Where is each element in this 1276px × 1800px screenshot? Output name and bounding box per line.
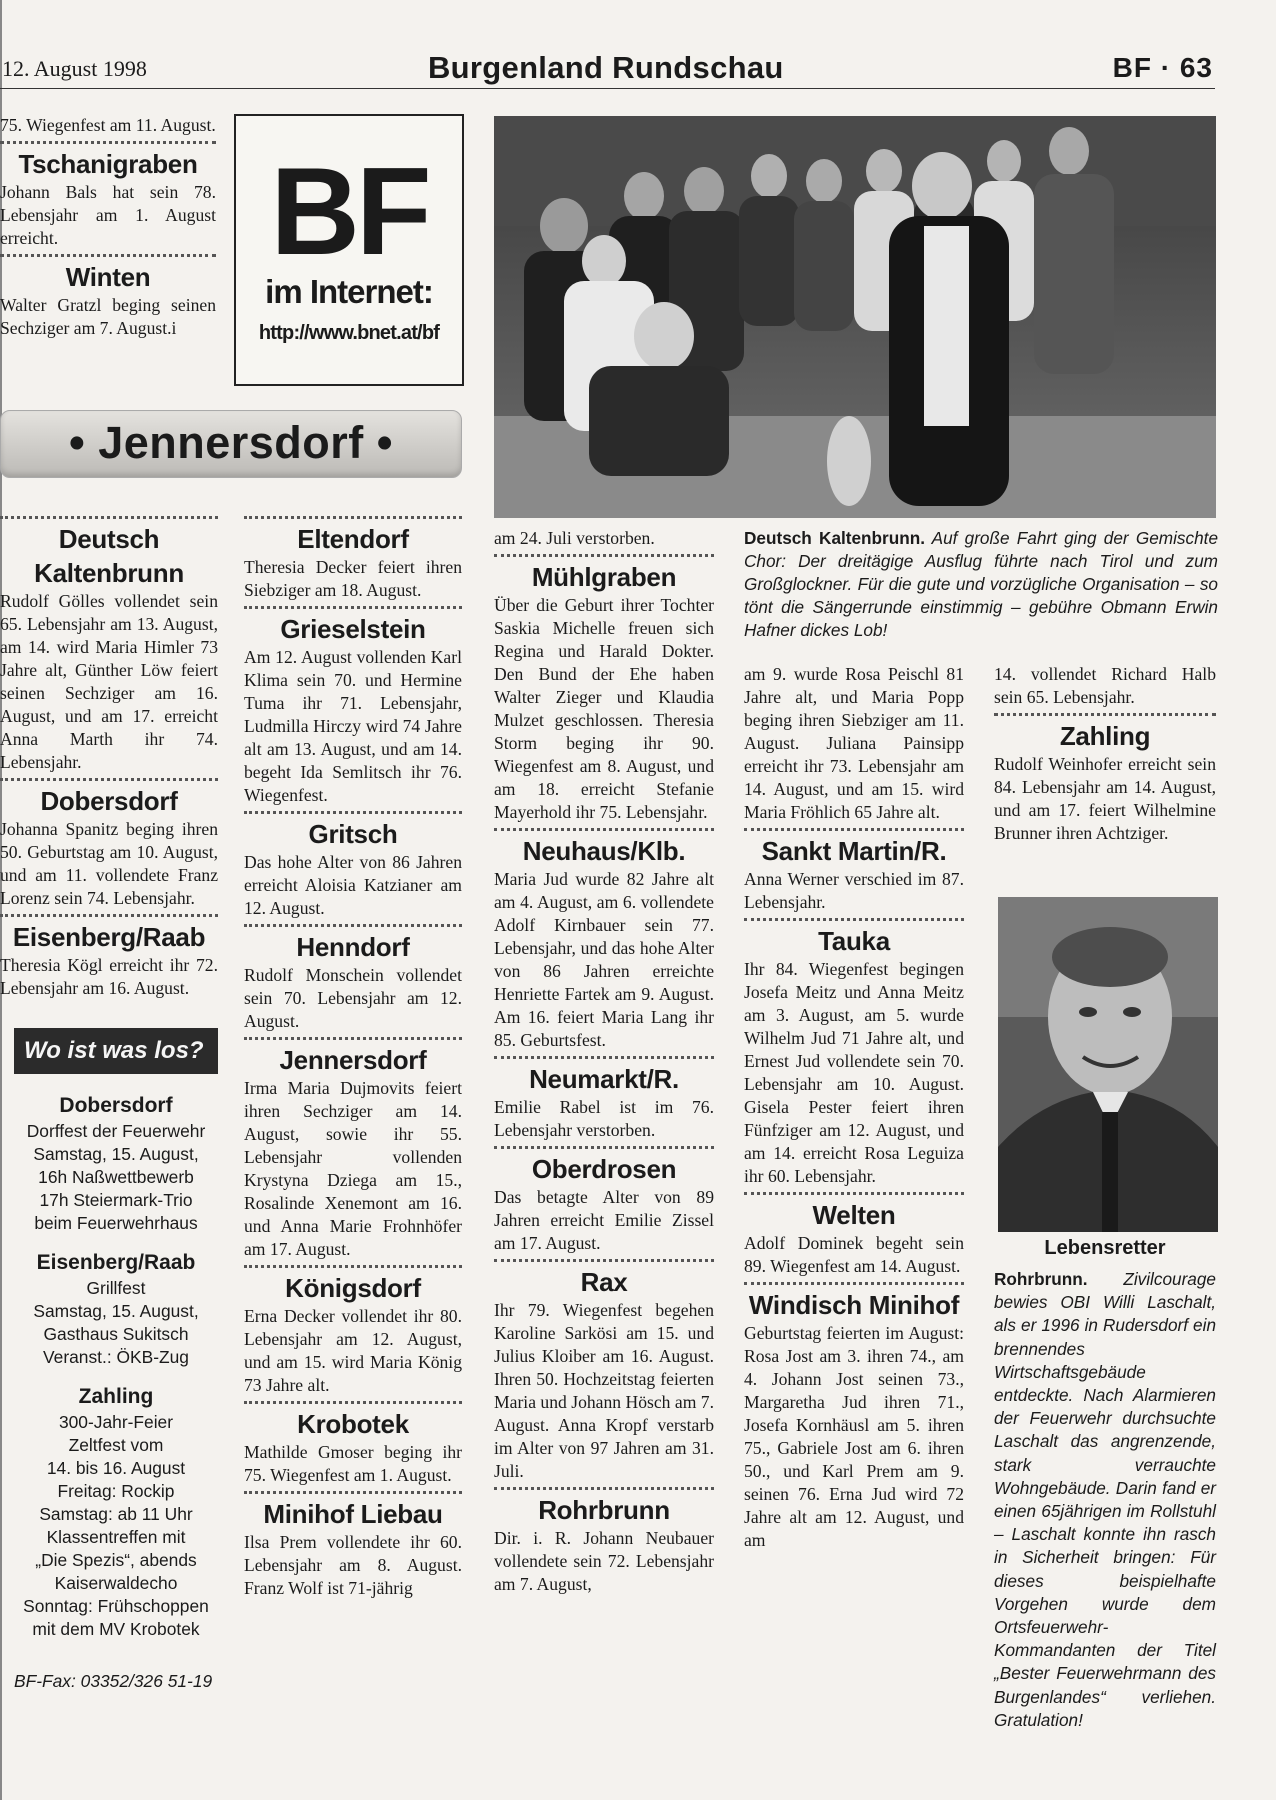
article-heading: Neuhaus/Klb. — [522, 836, 686, 866]
article-text: Dir. i. R. Johann Neubauer vollendete sein 72. Lebensjahr am 7. August, — [494, 1528, 714, 1594]
dotted-divider — [0, 254, 216, 257]
choir-photo-caption — [744, 527, 1218, 642]
portrait-heading: Lebensretter — [1044, 1237, 1166, 1259]
article-text: Emilie Rabel ist im 76. Lebensjahr verstorben. — [494, 1097, 714, 1140]
event-line: „Die Spezis“, abends — [35, 1550, 197, 1570]
article-text: Walter Gratzl beging seinen Sechziger am 7. August.i — [0, 295, 216, 338]
event-line: 17h Steiermark-Trio — [39, 1190, 193, 1210]
article-text: am 9. wurde Rosa Peischl 81 Jahre alt, und Maria Popp beging ihren Siebziger am 11. August. Juliana Painsipp erreicht ihr 73. Lebensjahr am 14. August, und am 15. wird Maria Fröhlich 65 Jahre alt. — [744, 664, 964, 822]
column-4 — [744, 663, 964, 1552]
events-box-title: Wo ist was los? — [14, 1028, 218, 1074]
section-banner — [0, 410, 462, 478]
article-text: Adolf Dominek begeht sein 89. Wiegenfest am 14. August. — [744, 1233, 964, 1276]
article-text: Mathilde Gmoser beging ihr 75. Wiegenfest am 1. August. — [244, 1442, 462, 1485]
article-text: Rudolf Monschein vollendet sein 70. Lebensjahr am 12. August. — [244, 965, 462, 1031]
article-text: Anna Werner verschied im 87. Lebensjahr. — [744, 869, 964, 912]
bf-logo: BF — [270, 143, 428, 281]
events-list — [14, 1092, 218, 1641]
event-line: beim Feuerwehrhaus — [34, 1213, 198, 1233]
column-1 — [0, 512, 218, 1000]
article-text: Über die Geburt ihrer Tochter Saskia Michelle freuen sich Regina und Harald Dokter. Den Bund der Ehe haben Walter Zieger und Klaudia Mulzet geschlossen. Theresia Storm beging ihr 90. Wiegenfest am 8. August, und am 18. erreicht Stefanie Mayerhold ihr 75. Lebensjahr. — [494, 595, 714, 822]
choir-group-photo — [494, 116, 1216, 518]
article-heading: Königsdorf — [285, 1273, 421, 1303]
dotted-divider — [0, 141, 216, 144]
dotted-divider — [0, 516, 218, 519]
article-text: am 24. Juli verstorben. — [494, 528, 655, 548]
article-heading: Windisch Minihof — [748, 1290, 960, 1320]
dotted-divider — [494, 1487, 714, 1490]
column-3 — [494, 527, 714, 1596]
article-text: 75. Wiegenfest am 11. August. — [0, 115, 216, 135]
event-line: Klassentreffen mit — [46, 1527, 186, 1547]
article-heading: Welten — [812, 1200, 896, 1230]
dotted-divider — [744, 1282, 964, 1285]
dotted-divider — [0, 778, 218, 781]
event-place: Eisenberg/Raab — [36, 1251, 196, 1274]
article-text: Das betagte Alter von 89 Jahren erreicht Emilie Zissel am 17. August. — [494, 1187, 714, 1253]
article-heading: Deutsch Kaltenbrunn — [34, 524, 184, 588]
article-text: Irma Maria Dujmovits feiert ihren Sechziger am 14. August, sowie ihr 55. Lebensjahr vollenden Krystyna Dziega am 15., Rosalinde Xenemont am 16. und Anna Marie Frohnhöfer am 17. August. — [244, 1078, 462, 1259]
event-line: Sonntag: Frühschoppen — [23, 1596, 209, 1616]
caption-text: Auf große Fahrt ging der Gemischte Chor: Der dreitägige Ausflug führte nach Tirol und zum Großglockner. Für die gute und vorzügliche Organisation – so tönt die Sängerrunde einstimmig – gebühre Obmann Erwin Hafner dickes Lob! — [744, 528, 1219, 640]
event-line: Samstag, 15. August, — [33, 1301, 199, 1321]
article-text: Theresia Decker feiert ihren Siebziger am 18. August. — [244, 557, 462, 600]
dotted-divider — [494, 1146, 714, 1149]
article-text: Maria Jud wurde 82 Jahre alt am 4. August, am 6. vollendete Adolf Kirnbauer sein 77. Lebensjahr, und das hohe Alter von 86 Jahren erreichte Henriette Fartek am 9. August. Am 16. feiert Maria Lang ihr 85. Geburtsfest. — [494, 869, 714, 1050]
caption-lead: Rohrbrunn. — [994, 1269, 1088, 1289]
newspaper-title: Burgenland Rundschau — [428, 50, 784, 85]
event-line: Gasthaus Sukitsch — [43, 1324, 189, 1344]
article-heading: Rax — [580, 1267, 628, 1297]
event-line: 14. bis 16. August — [46, 1458, 186, 1478]
column-1-top — [0, 114, 216, 340]
bf-subtitle: im Internet: — [265, 273, 433, 310]
bf-url-link[interactable]: http://www.bnet.at/bf — [258, 322, 440, 344]
portrait-caption — [994, 1268, 1216, 1732]
dotted-divider — [494, 828, 714, 831]
article-heading: Tschanigraben — [18, 149, 198, 179]
article-heading: Gritsch — [308, 819, 398, 849]
article-text: Ilsa Prem vollendete ihr 60. Lebensjahr am 8. August. Franz Wolf ist 71-jährig — [244, 1532, 462, 1598]
article-text: Johanna Spanitz beging ihren 50. Geburtstag am 10. August, und am 11. vollendete Franz Lorenz sein 74. Lebensjahr. — [0, 819, 218, 908]
article-heading: Mühlgraben — [531, 562, 677, 592]
article-heading: Jennersdorf — [279, 1045, 427, 1075]
dotted-divider — [244, 606, 462, 609]
event-line: 300-Jahr-Feier — [58, 1412, 174, 1432]
dotted-divider — [994, 713, 1216, 716]
article-text: Das hohe Alter von 86 Jahren erreicht Aloisia Katzianer am 12. August. — [244, 852, 462, 918]
events-box — [14, 1028, 218, 1691]
caption-text: Zivilcourage bewies OBI Willi Laschalt, als er 1996 in Rudersdorf ein brennendes Wirtschaftsgebäude entdeckte. Nach Alarmieren der Feuerwehr durchsuchte Laschalt das angrenzende, stark verrauchte Wohngebäude. Darin fand er einen 65jährigen im Rollstuhl – Laschalt konnte ihn rasch in Sicherheit bringen: Für dieses beispielhafte Vorgehen wurde dem Ortsfeuerwehr-Kommandanten der Titel „Bester Feuerwehrmann des Burgenlandes“ verliehen. Gratulation! — [994, 1269, 1216, 1730]
article-heading: Sankt Martin/R. — [761, 836, 947, 866]
column-2 — [244, 512, 462, 1600]
event-line: Zeltfest vom — [68, 1435, 164, 1455]
page-header — [0, 48, 1215, 89]
article-heading: Eisenberg/Raab — [12, 922, 206, 952]
article-heading: Henndorf — [296, 932, 410, 962]
article-text: Theresia Kögl erreicht ihr 72. Lebensjahr am 16. August. — [0, 955, 218, 998]
column-5 — [994, 663, 1216, 845]
article-text: Am 12. August vollenden Karl Klima sein 70. und Hermine Tuma ihr 71. Lebensjahr, Ludmilla Hirczy wird 74 Jahre alt am 13. August, und am 14. begeht Ida Semlitsch ihr 76. Wiegenfest. — [244, 647, 462, 805]
article-text: Rudolf Gölles vollendet sein 65. Lebensjahr am 13. August, am 14. wird Maria Himler 73 Jahre alt, Günther Löw feiert seinen Sechziger am 16. August, und am 17. erreicht Anna Marth ihr 74. Lebensjahr. — [0, 591, 218, 772]
article-text: Ihr 84. Wiegenfest begingen Josefa Meitz und Anna Meitz am 3. August, am 5. wurde Wilhelm Jud 71 Jahre alt, und Ernest Jud vollendete sein 70. Lebensjahr am 10. August. Gisela Pester feiert ihren Fünfziger am 12. August, und am 14. erreicht Rosa Leguiza ihr 60. Lebensjahr. — [744, 959, 964, 1186]
article-heading: Neumarkt/R. — [529, 1064, 679, 1094]
article-heading: Rohrbrunn — [538, 1495, 670, 1525]
article-heading: Dobersdorf — [40, 786, 178, 816]
portrait-photo — [998, 897, 1218, 1232]
dotted-divider — [244, 1491, 462, 1494]
dotted-divider — [744, 918, 964, 921]
event-place: Dobersdorf — [59, 1094, 173, 1117]
dotted-divider — [244, 1265, 462, 1268]
event-line: Dorffest der Feuerwehr — [26, 1121, 206, 1141]
article-text: Geburtstag feierten im August: Rosa Jost am 3. ihren 74., am 4. Johann Jost seinen 73., Margaretha Jud ihren 71., Josefa Kornhäusl am 5. ihren 75., Gabriele Jost am 6. ihren 50., und Karl Prem am 9. seinen 76. Erna Jud wird 72 Jahre alt am 12. August, und am — [744, 1323, 964, 1550]
article-heading: Oberdrosen — [531, 1154, 677, 1184]
dotted-divider — [244, 924, 462, 927]
issue-date: 12. August 1998 — [2, 56, 147, 81]
event-line: Kaiserwaldecho — [54, 1573, 178, 1593]
section-banner-title: • Jennersdorf • — [68, 417, 394, 468]
dotted-divider — [494, 554, 714, 557]
article-text: Rudolf Weinhofer erreicht sein 84. Lebensjahr am 14. August, und am 17. feiert Wilhelmine Brunner ihren Achtziger. — [994, 754, 1216, 843]
dotted-divider — [244, 1401, 462, 1404]
fax-number: BF-Fax: 03352/326 51-19 — [14, 1671, 213, 1691]
article-heading: Eltendorf — [297, 524, 409, 554]
event-line: 16h Naßwettbewerb — [38, 1167, 194, 1187]
dotted-divider — [744, 828, 964, 831]
event-place: Zahling — [78, 1385, 154, 1408]
dotted-divider — [744, 1192, 964, 1195]
dotted-divider — [244, 516, 462, 519]
event-line: Samstag: ab 11 Uhr — [39, 1504, 193, 1524]
event-line: Freitag: Rockip — [57, 1481, 175, 1501]
event-line: Grillfest — [86, 1278, 146, 1298]
article-heading: Winten — [65, 262, 151, 292]
article-text: Johann Bals hat sein 78. Lebensjahr am 1. August erreicht. — [0, 182, 216, 248]
dotted-divider — [0, 914, 218, 917]
event-line: mit dem MV Krobotek — [32, 1619, 200, 1639]
article-heading: Tauka — [818, 926, 890, 956]
dotted-divider — [244, 811, 462, 814]
event-line: Veranst.: ÖKB-Zug — [43, 1347, 189, 1367]
article-heading: Zahling — [1059, 721, 1151, 751]
caption-lead: Deutsch Kaltenbrunn. — [744, 528, 926, 548]
article-text: Ihr 79. Wiegenfest begehen Karoline Sarkösi am 15. und Julius Kloiber am 16. August. Ihren 50. Hochzeitstag feierten Maria und Johann Hösch am 7. August. Anna Kropf verstarb im Alter von 97 Jahren am 31. Juli. — [494, 1300, 714, 1481]
article-heading: Minihof Liebau — [263, 1499, 443, 1529]
dotted-divider — [244, 1037, 462, 1040]
article-heading: Grieselstein — [280, 614, 426, 644]
article-text: Erna Decker vollendet ihr 80. Lebensjahr am 12. August, und am 15. wird Maria König 73 Jahre alt. — [244, 1306, 462, 1395]
event-line: Samstag, 15. August, — [33, 1144, 199, 1164]
dotted-divider — [494, 1259, 714, 1262]
article-heading: Krobotek — [297, 1409, 409, 1439]
article-text: 14. vollendet Richard Halb sein 65. Lebensjahr. — [994, 664, 1216, 707]
page-number: BF · 63 — [1112, 52, 1213, 83]
dotted-divider — [494, 1056, 714, 1059]
bf-internet-ad — [234, 114, 464, 386]
